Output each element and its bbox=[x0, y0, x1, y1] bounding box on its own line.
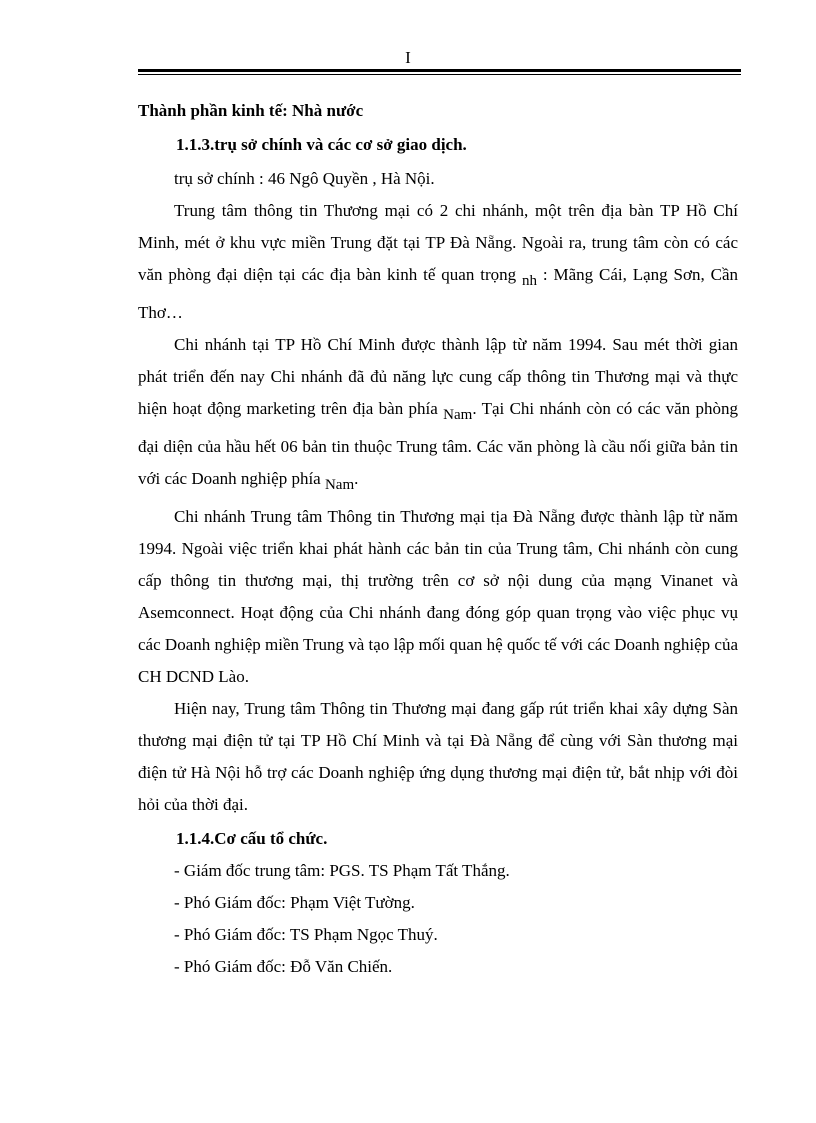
paragraph-text: . bbox=[354, 469, 359, 488]
subscript-text: Nam bbox=[324, 477, 355, 493]
section-heading-1-1-4: 1.1.4.Cơ cấu tổ chức. bbox=[176, 829, 328, 848]
paragraph-ecommerce: Hiện nay, Trung tâm Thông tin Thương mại đang gấp rút triển khai xây dựng Sàn thương mại điện tử tại TP Hồ Chí Minh và tại Đà Nẵng để cùng với Sàn thương mại điện tử Hà Nội hỗ trợ các Doanh nghiệp ứng dụng thương mại điện tử, bắt nhịp với đòi hỏi của thời đại. bbox=[138, 699, 738, 814]
list-item: - Giám đốc trung tâm: PGS. TS Phạm Tất Thắng. bbox=[174, 861, 510, 880]
paragraph-text: : Mãng Cái, Lạng Sơn, Cần Thơ… bbox=[138, 265, 739, 322]
document-body bbox=[138, 95, 738, 983]
paragraph-hcm-branch bbox=[138, 329, 738, 501]
paragraph-text: Chi nhánh tại TP Hồ Chí Minh được thành lập từ năm 1994. Sau mét thời gian phát triển đến nay Chi nhánh đã đủ năng lực cung cấp thông tin Thương mại và thực hiện hoạt động marketing trên địa bàn phía bbox=[138, 335, 738, 418]
sector-heading: Thành phần kinh tế: Nhà nước bbox=[138, 101, 364, 120]
paragraph-branches bbox=[138, 195, 738, 329]
paragraph-text: . Tại Chi nhánh còn có các văn phòng đại diện của hầu hết 06 bản tin thuộc Trung tâm. Các văn phòng là cầu nối giữa bản tin với các Doanh nghiệp phía bbox=[138, 399, 738, 488]
subscript-text: nh bbox=[521, 273, 537, 289]
org-structure-list bbox=[138, 855, 738, 983]
subscript-text: Nam bbox=[443, 407, 473, 423]
list-item: - Phó Giám đốc: Phạm Việt Tường. bbox=[174, 893, 415, 912]
section-heading-1-1-3: 1.1.3.trụ sở chính và các cơ sở giao dịch. bbox=[176, 135, 467, 154]
list-item: - Phó Giám đốc: TS Phạm Ngọc Thuý. bbox=[174, 925, 438, 944]
headquarters-address: trụ sở chính : 46 Ngô Quyền , Hà Nội. bbox=[174, 169, 435, 188]
page-number: I bbox=[405, 48, 411, 67]
paragraph-danang-branch: Chi nhánh Trung tâm Thông tin Thương mại tịa Đà Nẵng được thành lập từ năm 1994. Ngoài việc triển khai phát hành các bản tin của Trung tâm, Chi nhánh còn cung cấp thông tin thương mại, thị trường trên cơ sở nội dung của mạng Vinanet và Asemconnect. Hoạt động của Chi nhánh đang đóng góp quan trọng vào việc phục vụ các Doanh nghiệp miền Trung và tạo lập mối quan hệ quốc tế với các Doanh nghiệp của CH DCND Lào. bbox=[138, 507, 738, 686]
paragraph-text: Trung tâm thông tin Thương mại có 2 chi nhánh, một trên địa bàn TP Hồ Chí Minh, mét ở khu vực miền Trung đặt tại TP Đà Nẵng. Ngoài ra, trung tâm còn có các văn phòng đại diện tại các địa bàn kinh tế quan trọng bbox=[138, 201, 738, 284]
header-rule-thick bbox=[138, 69, 741, 72]
header-rule-thin bbox=[138, 74, 741, 75]
list-item: - Phó Giám đốc: Đỗ Văn Chiến. bbox=[174, 957, 393, 976]
